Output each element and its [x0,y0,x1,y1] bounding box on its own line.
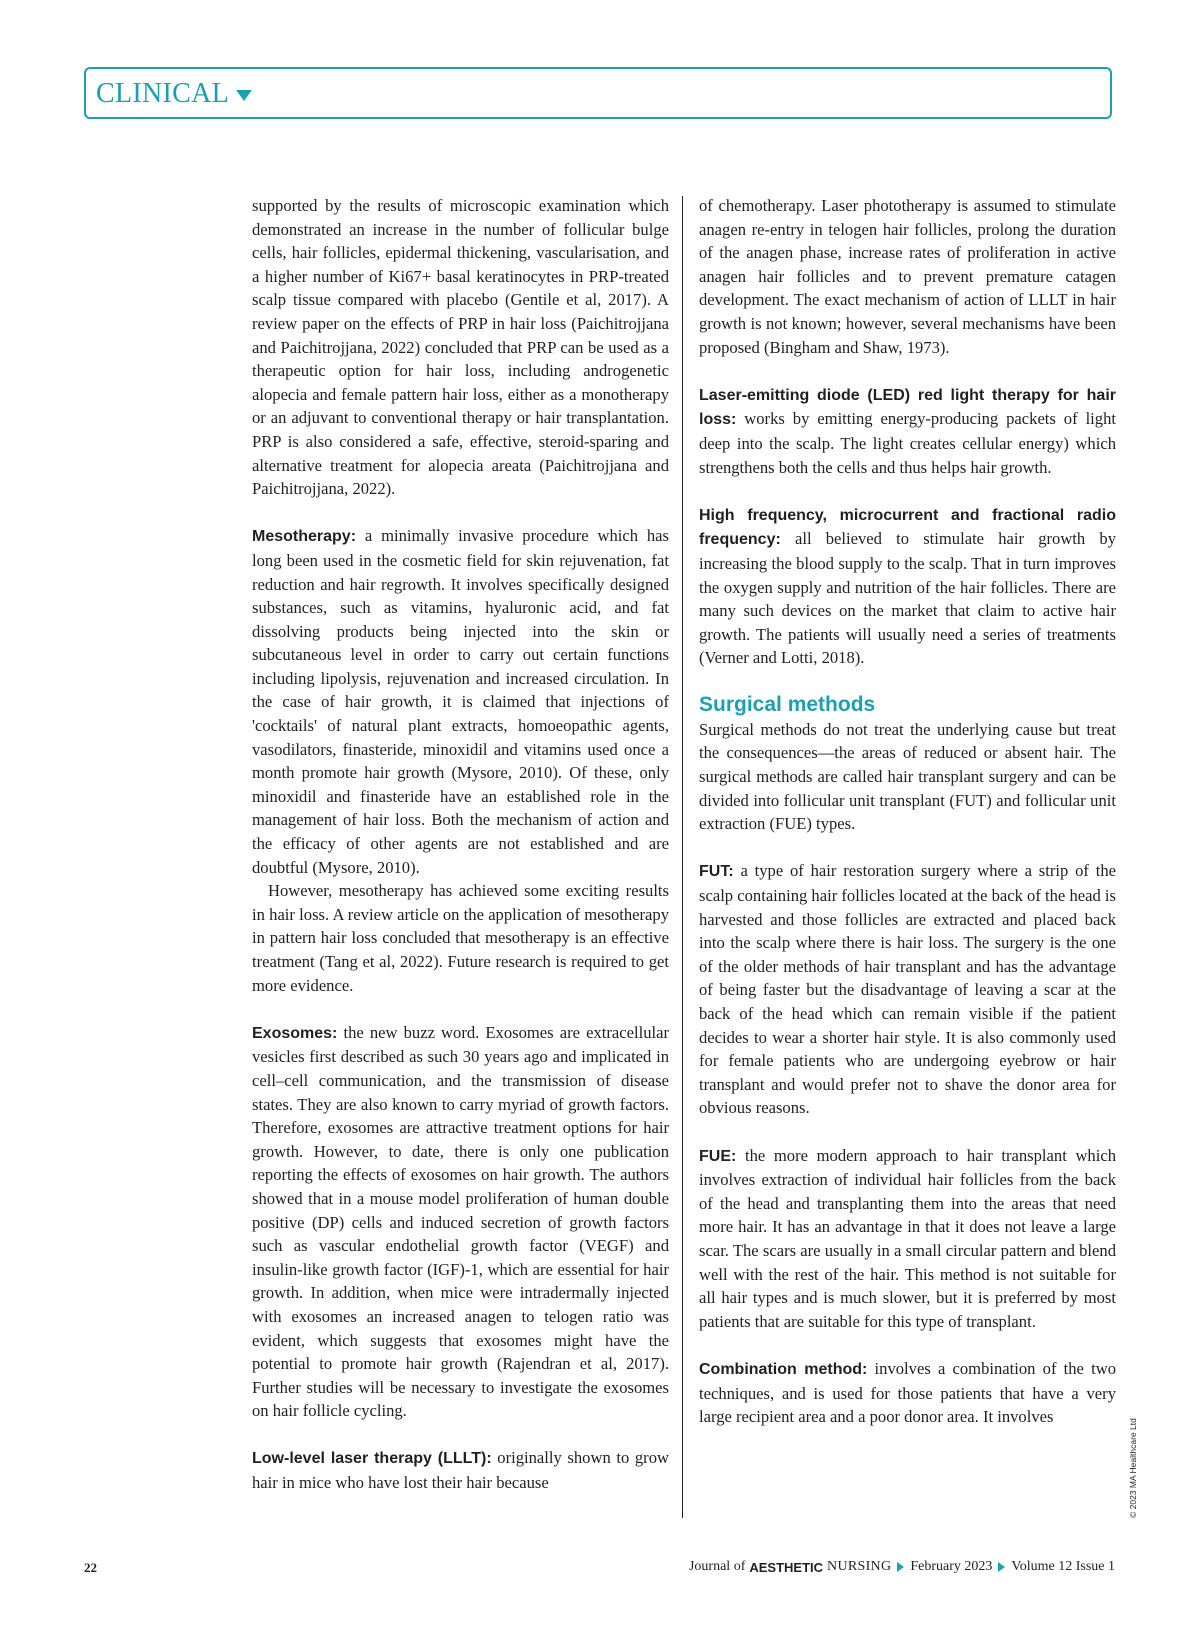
journal-footer [689,1559,1115,1575]
high-frequency-text: all believed to stimulate hair growth by increasing the blood supply to the scalp. That in turn improves the oxygen supply and nutrition of the hair follicles. There are many such devices on the market that claim to active hair growth. The patients will usually need a series of treatments (Verner and Lotti, 2018). [699,529,1116,668]
left-column [252,194,669,1495]
combination-term: Combination method: [699,1360,868,1378]
led-text: works by emitting energy-producing packets of light deep into the scalp. The light creates cellular energy) which strengthens both the cells and thus helps hair growth. [699,409,1116,477]
section-label [96,77,252,111]
journal-brand: AESTHETIC [749,1559,824,1575]
triangle-right-icon [998,1562,1005,1572]
triangle-right-icon [897,1562,904,1572]
fue-term: FUE: [699,1147,737,1165]
issue-date: February 2023 [910,1559,993,1574]
section-title: CLINICAL [96,78,230,109]
exosomes-text: the new buzz word. Exosomes are extracellular vesicles first described as such 30 years ago and implicated in cell–cell communication, and the transmission of disease states. They are also known to carry myriad of growth factors. Therefore, exosomes are attractive treatment options for hair growth. However, to date, there is only one publication reporting the effects of exosomes on hair growth. The authors showed that in a mouse model proliferation of human double positive (DP) cells and induced secretion of growth factors such as vascular endothelial growth factor (VEGF) and insulin-like growth factor (IGF)-1, which are essential for hair growth. In addition, when mice were intradermally injected with exosomes an increased anagen to telogen ratio was evident, which suggests that exosomes might have the potential to promote hair growth (Rajendran et al, 2017). Further studies will be necessary to investigate the exosomes on hair follicle cycling. [252,1022,669,1421]
led-paragraph [699,383,1116,479]
surgical-methods-heading: Surgical methods [699,692,876,716]
fut-text: a type of hair restoration surgery where a strip of the scalp containing hair follicles located at the back of the head is harvested and those follicles are extracted and placed back into the scalp where there is hair loss. The surgery is the one of the older methods of hair transplant and has the advantage of being faster but the disadvantage of leaving a scar at the back of the head which can remain visible if the patient decides to wear a shorter hair style. It is also commonly used for female patients who are undergoing eyebrow or hair transplant and would prefer not to shave the donor area for obvious reasons. [699,861,1116,1118]
fue-paragraph [699,1144,1116,1334]
exosomes-term: Exosomes: [252,1024,338,1042]
journal-suffix: NURSING [827,1559,892,1574]
mesotherapy-cont-paragraph: However, mesotherapy has achieved some exciting results in hair loss. A review article on the application of mesotherapy in pattern hair loss concluded that mesotherapy is an effective treatment (Tang et al, 2022). Future research is required to get more evidence. [252,881,669,995]
copyright-notice: © 2023 MA Healthcare Ltd [1128,1418,1138,1518]
volume-issue: Volume 12 Issue 1 [1011,1559,1115,1574]
lllt-paragraph [252,1446,669,1494]
led-term: Laser-emitting diode (LED) red light therapy for hair loss: [699,386,1116,429]
fue-text: the more modern approach to hair transplant which involves extraction of individual hair follicles from the back of the head and transplanting them into the areas that need more hair. It has an advantage in that it does not leave a large scar. The scars are usually in a small circular pattern and blend well with the rest of the hair. This method is not suitable for all hair types and is much slower, but it is preferred by most patients that are suitable for this type of transplant. [699,1145,1116,1331]
high-frequency-paragraph [699,503,1116,670]
lllt-cont-paragraph: of chemotherapy. Laser phototherapy is assumed to stimulate anagen re-entry in telogen hair follicles, prolong the duration of the anagen phase, increase rates of proliferation in active anagen hair follicles and to prevent premature catagen development. The exact mechanism of action of LLLT in hair growth is not known; however, several mechanisms have been proposed (Bingham and Shaw, 1973). [699,196,1116,357]
section-header [84,67,1112,119]
surgical-methods-paragraph: Surgical methods do not treat the underlying cause but treat the consequences—the areas of reduced or absent hair. The surgical methods are called hair transplant surgery and can be divided into follicular unit transplant (FUT) and follicular unit extraction (FUE) types. [699,719,1116,834]
high-frequency-term: High frequency, microcurrent and fractional radio frequency: [699,506,1116,549]
fut-paragraph [699,859,1116,1120]
triangle-down-icon [236,90,252,101]
column-divider [682,196,683,1518]
mesotherapy-text: a minimally invasive procedure which has long been used in the cosmetic field for skin rejuvenation, fat reduction and hair regrowth. It involves specifically designed substances, such as vitamins, hyaluronic acid, and fat dissolving products being injected into the skin or subcutaneous level in order to carry out certain functions including lipolysis, rejuvenation and increased circulation. In the case of hair growth, it is claimed that injections of 'cocktails' of natural plant extracts, homoeopathic agents, vasodilators, finasteride, minoxidil and vitamins used once a month promote hair growth (Mysore, 2010). Of these, only minoxidil and finasteride have an established role in the management of hair loss. Both the mechanism of action and the efficacy of other agents are not established and are doubtful (Mysore, 2010). [252,526,669,877]
combination-paragraph [699,1357,1116,1429]
lllt-term: Low-level laser therapy (LLLT): [252,1450,492,1468]
lllt-text: originally shown to grow hair in mice who have lost their hair because [252,1448,669,1493]
mesotherapy-paragraph [252,524,669,879]
intro-paragraph: supported by the results of microscopic examination which demonstrated an increase in the number of follicular bulge cells, hair follicles, epidermal thickening, vascularisation, and a higher number of Ki67+ basal keratinocytes in PRP-treated scalp tissue compared with placebo (Gentile et al, 2017). A review paper on the effects of PRP in hair loss (Paichitrojjana and Paichitrojjana, 2022) concluded that PRP can be used as a therapeutic option for hair loss, including androgenetic alopecia and female pattern hair loss, either as a monotherapy or an adjuvant to conventional therapy or hair transplantation. PRP is also considered a safe, effective, steroid-sparing and alternative treatment for alopecia areata (Paichitrojjana and Paichitrojjana, 2022). [252,196,669,499]
fut-term: FUT: [699,863,734,881]
combination-text: involves a combination of the two techniques, and is used for those patients that have a very large recipient area and a poor donor area. It involves [699,1358,1116,1427]
exosomes-paragraph [252,1021,669,1423]
right-column [699,194,1116,1429]
mesotherapy-term: Mesotherapy: [252,528,357,546]
journal-prefix: Journal of [688,1559,746,1574]
page-number: 22 [84,1560,97,1575]
